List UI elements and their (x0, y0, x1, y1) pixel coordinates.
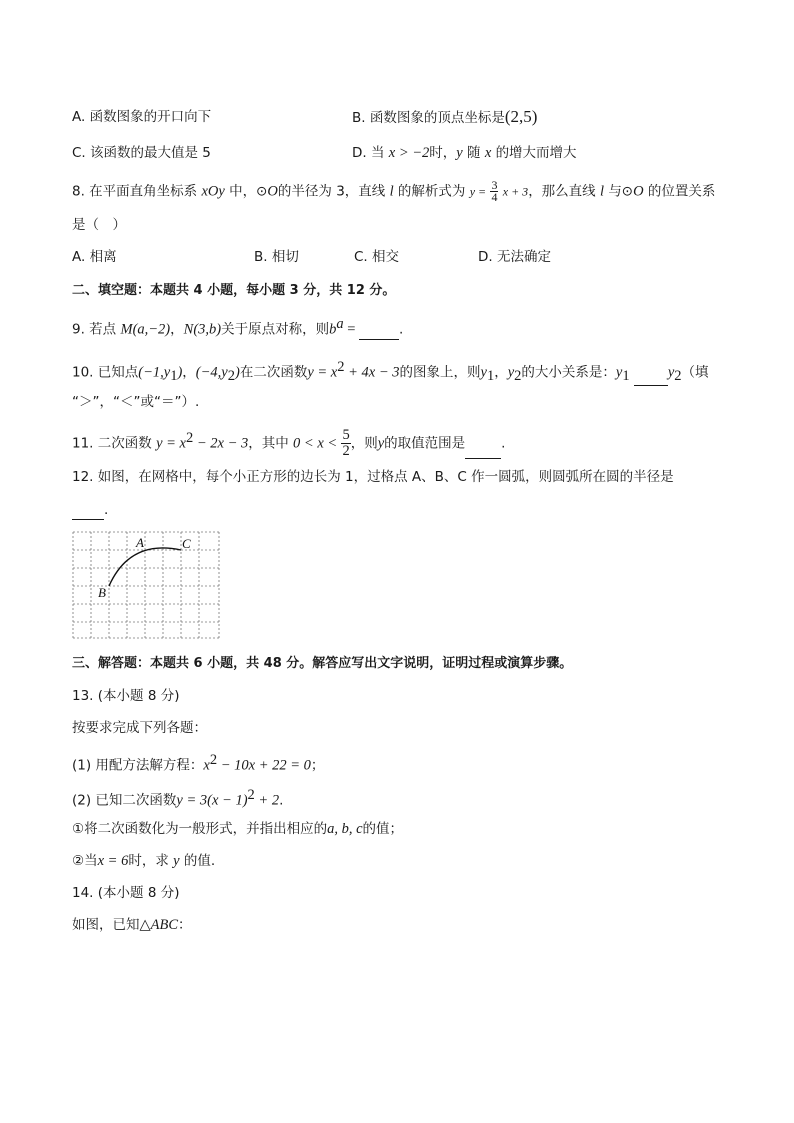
q8-fraction: $\frac{3}{4}$ (491, 178, 498, 204)
q7-option-a: A. 函数图象的开口向下 (72, 109, 212, 125)
q8-option-a: A. 相离 (72, 249, 117, 265)
section-3-heading: 三、解答题：本题共 6 小题，共 48 分。解答应写出文字说明，证明过程或演算步骤。 (72, 656, 573, 671)
q9-answer-blank[interactable] (359, 325, 399, 340)
label-b: B (98, 585, 106, 600)
q11-fraction: $\frac{5}{2}$ (342, 427, 350, 459)
label-a: A (136, 535, 144, 550)
q12-stem-line1: 12. 如图，在网格中，每个小正方形的边长为 1，过格点 A、B、C 作一圆弧，则圆弧所在圆的半径是 (72, 469, 674, 485)
q13-part1: (1) 用配方法解方程：$x^2 - 10x + 22 = 0$； (72, 752, 325, 774)
q10-answer-blank[interactable] (634, 371, 668, 386)
q14-stem: 如图，已知△ABC： (72, 917, 192, 933)
section-2-heading: 二、填空题：本题共 4 小题，每小题 3 分，共 12 分。 (72, 283, 396, 298)
q8-option-d: D. 无法确定 (478, 249, 551, 265)
q12-stem-line2: . (72, 500, 108, 520)
q13-intro: 按要求完成下列各题： (72, 720, 207, 736)
q13-part2: (2) 已知二次函数$y = 3(x - 1)^2 + 2$. (72, 787, 284, 809)
label-c: C (182, 536, 191, 551)
q12-answer-blank[interactable] (72, 505, 104, 520)
q13-subpart1: ①将二次函数化为一般形式，并指出相应的a, b, c的值； (72, 821, 404, 837)
q11-answer-blank[interactable] (465, 444, 501, 459)
q7-option-d: D. 当 x > −2时，y 随 x 的增大而增大 (352, 145, 577, 161)
q8-stem-line1: 8. 在平面直角坐标系 xOy 中，⊙O的半径为 3，直线 l 的解析式为 y = $\frac{3}{4}$ x + 3，那么直线 l 与⊙O 的位置关系 (72, 178, 716, 204)
q11-stem: 11. 二次函数 $y = x^2 - 2x - 3$，其中 0 < x < $\frac{5}{2}$ ，则y的取值范围是 . (72, 427, 506, 459)
grid-lines (73, 532, 219, 638)
q12-grid-figure (72, 531, 220, 639)
q8-stem-line2: 是（ ） (72, 217, 126, 233)
q8-option-c: C. 相交 (354, 249, 400, 265)
q8-option-b: B. 相切 (254, 249, 299, 265)
q14-title: 14. (本小题 8 分) (72, 885, 180, 901)
q10-stem-line1: 10. 已知点$(-1,y_1)$，$(-4,y_2)$在二次函数$y = x^2 + 4x - 3$的图象上，则$y_1$，$y_2$的大小关系是：$y_1$ $y_2$（填 (72, 359, 709, 385)
q13-subpart2: ②当x = 6时，求 y 的值. (72, 853, 216, 869)
q7-option-b: B. 函数图象的顶点坐标是(2,5) (352, 107, 538, 126)
q10-stem-line2: “＞”，“＜”或“＝”）. (72, 394, 200, 410)
q7-option-c: C. 该函数的最大值是 5 (72, 145, 211, 161)
q9-stem: 9. 若点 M(a,−2)，N(3,b)关于原点对称，则$b^a$ = . (72, 316, 404, 338)
q13-title: 13. (本小题 8 分) (72, 688, 180, 704)
